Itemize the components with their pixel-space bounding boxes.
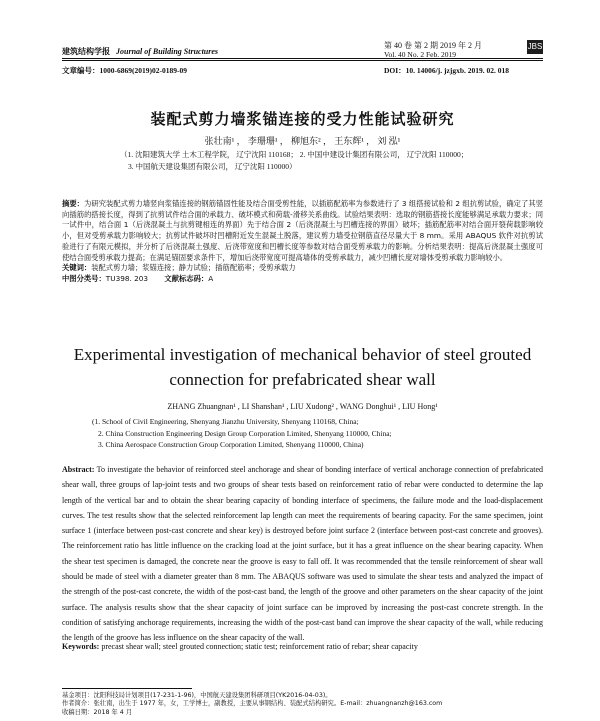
abstract-cn: [62, 199, 543, 285]
clc-label: 中图分类号：: [62, 273, 106, 283]
affiliation-en-3: 3. China Aerospace Construction Group Corporation Limited, Shenyang 110000, China): [98, 440, 364, 449]
page-title-en-line1: Experimental investigation of mechanical behavior of steel grouted: [73, 345, 532, 364]
running-header-volume: [384, 41, 482, 59]
keywords-en-text: precast shear wall; steel grouted connection; static test; reinforcement ratio of rebar; shear capacity: [99, 642, 418, 651]
footnote-received: 收稿日期：2018 年 4 月: [62, 708, 133, 716]
journal-logo: JBS: [527, 40, 543, 54]
clc-number: TU398. 203: [105, 273, 149, 283]
volume-cn: 第 40 卷 第 2 期 2019 年 2 月: [384, 41, 482, 50]
abstract-en-text: To investigate the behavior of reinforced steel anchorage and shear of bonding interface of vertical anchorage connection of prefabricated shear wall, three groups of lap-joint tests and two groups of shear tests based on reinforcement ratio of rebar were conducted to determine the lap length of the vertical bar and to obtain the shear bearing capacity of bonding interface of specimens, the failure mode and the load-displacement curves. The test results show that the selected reinforcement lap length can meet the requirements of bearing capacity. For the same specimen, joint surface 1 (interface between post-cast concrete and shear key) is destroyed before joint surface 2 (interface between post-cast concrete and grooves). The reinforcement ratio has little influence on the cracking load at the joint surface, but it has a great influence on the shear bearing capacity. When the shear test specimen is damaged, the concrete near the groove is easy to fall off. It was recommended that the tensile reinforcement of shear wall should be made of steel with a diameter greater than 8 mm. The ABAQUS software was used to simulate the shear tests and analyzed the impact of the strength of the post-cast concrete, the width of the post-cast band, the length of the groove and other parameters on the shear capacity of the joint surface. The analysis results show that the shear capacity of joint surface can be improved by increasing the post-cast concrete strength. In the condition of satisfying anchorage requirements, increasing the width of the post-cast band can improve the shear capacity of the wall, while reducing the length of the groove has less influence on the shear capacity of the wall.: [62, 465, 543, 643]
keywords-en: [62, 642, 543, 651]
journal-name-en: Journal of Building Structures: [116, 47, 219, 56]
keywords-cn-label: 关键词：: [62, 263, 92, 273]
volume-en: Vol. 40 No. 2 Feb. 2019: [384, 50, 456, 59]
abstract-en: [62, 462, 543, 646]
article-number: 文章编号：1000-6869(2019)02-0189-09: [62, 66, 187, 75]
header-rule-thin: [62, 60, 543, 61]
footnote-rule: [62, 688, 192, 689]
authors-en: ZHANG Zhuangnan¹ , LI Shanshan¹ , LIU Xudong² , WANG Donghui¹ , LIU Hong¹: [167, 402, 438, 411]
abstract-en-label: Abstract:: [62, 465, 95, 474]
abstract-cn-label: 摘要：: [62, 199, 85, 208]
abstract-cn-text: 为研究装配式剪力墙竖向浆锚连接的钢筋锚固性能及结合面受剪性能，以插筋配筋率为参数进行了 3 组搭接试验和 2 组抗剪试验，确定了其竖向插筋的搭接长度，得到了抗剪试件结合面的承载力、破坏模式和荷载-滑移关系曲线。试验结果表明：选取的钢筋搭接长度能够满足承载力要求；同一试件中，结合面 1（后浇混凝土与抗剪键相连的界面）先于结合面 2（后浇混凝土与凹槽连接的界面）破坏；插筋配筋率对结合面开裂荷载影响较小，但对受剪承载力影响较大；抗剪试件破坏时凹槽附近发生混凝土脱落，建议剪力墙受拉钢筋直径尽量大于 8 mm。采用 ABAQUS 软件对抗剪试验进行了有限元模拟，并分析了后浇混凝土强度、后浇带宽度和凹槽长度等参数对结合面受剪承载力的影响。分析结果表明：提高后浇混凝土强度可使结合面受剪承载力提高；在满足锚固要求条件下，增加后浇带宽度可提高墙体的受剪承载力，减少凹槽长度对墙体受剪承载力影响较小。: [62, 199, 543, 262]
affiliations-en: [92, 416, 392, 451]
running-header-journal: [62, 46, 218, 57]
affiliation-cn-2: 3. 中国航天建设集团有限公司， 辽宁沈阳 110000）: [128, 162, 297, 171]
header-rule: [62, 58, 543, 59]
affiliation-cn-1: （1. 沈阳建筑大学 土木工程学院， 辽宁沈阳 110168； 2. 中国中建设计集团有限公司， 辽宁沈阳 110000；: [120, 150, 469, 159]
authors-cn: 张壮南¹ ， 李珊珊¹ ， 柳旭东² ， 王东辉¹ ， 刘 泓¹: [204, 136, 401, 146]
keywords-cn: [62, 263, 543, 274]
affiliation-en-2: 2. China Construction Engineering Design Group Corporation Limited, Shenyang 110000, China;: [98, 428, 392, 438]
affiliation-en-1: (1. School of Civil Engineering, Shenyang Jianzhu University, Shenyang 110168, China;: [92, 417, 359, 426]
doi: DOI：10. 14006/j. jzjgxb. 2019. 02. 018: [384, 66, 509, 75]
keywords-en-label: Keywords:: [62, 642, 100, 651]
keywords-cn-text: 装配式剪力墙；浆锚连接；静力试验；插筋配筋率；受剪承载力: [91, 263, 296, 273]
classification-cn: [62, 274, 543, 285]
affiliations-cn: [120, 149, 468, 173]
footnote-fund: 基金项目：沈阳科技局计划项目(17-231-1-96)，中国航天建设集团科研项目(YK2016-04-03)。: [62, 692, 332, 699]
doc-code: A: [208, 273, 214, 283]
page-title-en: [62, 342, 543, 392]
journal-name-cn: 建筑结构学报: [62, 47, 110, 56]
footnote: [62, 692, 543, 717]
doc-code-label: 文献标志码：: [164, 273, 209, 283]
page-title-en-line2: connection for prefabricated shear wall: [169, 370, 436, 389]
footnote-author: 作者简介：张壮南，出生于 1977 年，女，工学博士，副教授，主要从事钢结构、装配式结构研究。E-mail：zhuangnanzh@163.com: [62, 700, 443, 708]
page-title-cn: 装配式剪力墙浆锚连接的受力性能试验研究: [150, 110, 455, 128]
